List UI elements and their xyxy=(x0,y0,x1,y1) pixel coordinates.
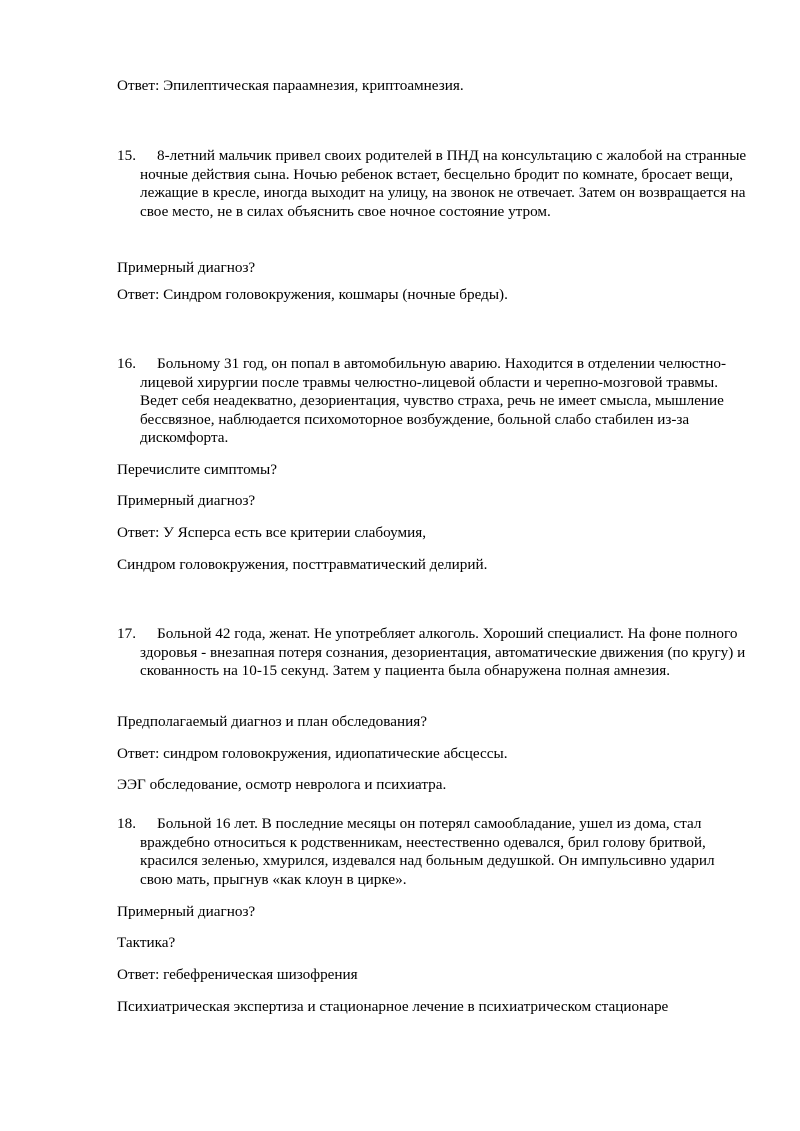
answer-17-line-1: Ответ: синдром головокружения, идиопатические абсцессы. xyxy=(117,745,508,762)
answer-16-line-2: Синдром головокружения, посттравматический делирий. xyxy=(117,556,488,573)
question-16-prompt-symptoms: Перечислите симптомы? xyxy=(117,461,277,478)
answer-18-line-1: Ответ: гебефреническая шизофрения xyxy=(117,966,358,983)
answer-14: Ответ: Эпилептическая параамнезия, криптоамнезия. xyxy=(117,77,464,94)
question-18-number: 18. xyxy=(117,815,136,832)
answer-17-line-2: ЭЭГ обследование, осмотр невролога и психиатра. xyxy=(117,776,447,793)
answer-16-line-1: Ответ: У Ясперса есть все критерии слабоумия, xyxy=(117,524,427,541)
question-17 xyxy=(117,625,747,681)
question-18 xyxy=(117,815,747,889)
question-16-text: Больному 31 год, он попал в автомобильную аварию. Находится в отделении челюстно-лицевой хирургии после травмы челюстно-лицевой области и черепно-мозговой травмы. Ведет себя неадекватно, дезориентация, чувство страха, речь не имеет смысла, мышление бессвязное, наблюдается психомоторное возбуждение, больной слабо стабилен из-за дискомфорта. xyxy=(140,355,727,447)
answer-15: Ответ: Синдром головокружения, кошмары (ночные бреды). xyxy=(117,286,508,303)
question-16-number: 16. xyxy=(117,355,136,372)
question-15-number: 15. xyxy=(117,147,136,164)
question-15 xyxy=(117,147,747,221)
question-15-prompt: Примерный диагноз? xyxy=(117,259,256,276)
question-16 xyxy=(117,355,747,448)
question-17-prompt: Предполагаемый диагноз и план обследования? xyxy=(117,713,427,730)
question-15-text: 8-летний мальчик привел своих родителей в ПНД на консультацию с жалобой на странные ночные действия сына. Ночью ребенок встает, бесцельно бродит по комнате, бросает вещи, лежащие в кресле, иногда выходит на улицу, на звонок не отвечает. Затем он возвращается на свое место, не в силах объяснить свое ночное состояние утром. xyxy=(140,147,747,220)
question-17-number: 17. xyxy=(117,625,136,642)
question-17-text: Больной 42 года, женат. Не употребляет алкоголь. Хороший специалист. На фоне полного здоровья - внезапная потеря сознания, дезориентация, автоматические движения (по кругу) и скованность на 10-15 секунд. Затем у пациента была обнаружена полная амнезия. xyxy=(140,625,746,680)
question-18-prompt-diagnosis: Примерный диагноз? xyxy=(117,903,256,920)
question-16-prompt-diagnosis: Примерный диагноз? xyxy=(117,492,256,509)
answer-18-line-2: Психиатрическая экспертиза и стационарное лечение в психиатрическом стационаре xyxy=(117,998,669,1015)
question-18-text: Больной 16 лет. В последние месяцы он потерял самообладание, ушел из дома, стал враждебно относиться к родственникам, неестественно одевался, брил голову бритвой, красился зеленью, хмурился, издевался над больным дедушкой. Он импульсивно ударил свою мать, прыгнув «как клоун в цирке». xyxy=(140,815,715,888)
question-18-prompt-tactics: Тактика? xyxy=(117,934,176,951)
